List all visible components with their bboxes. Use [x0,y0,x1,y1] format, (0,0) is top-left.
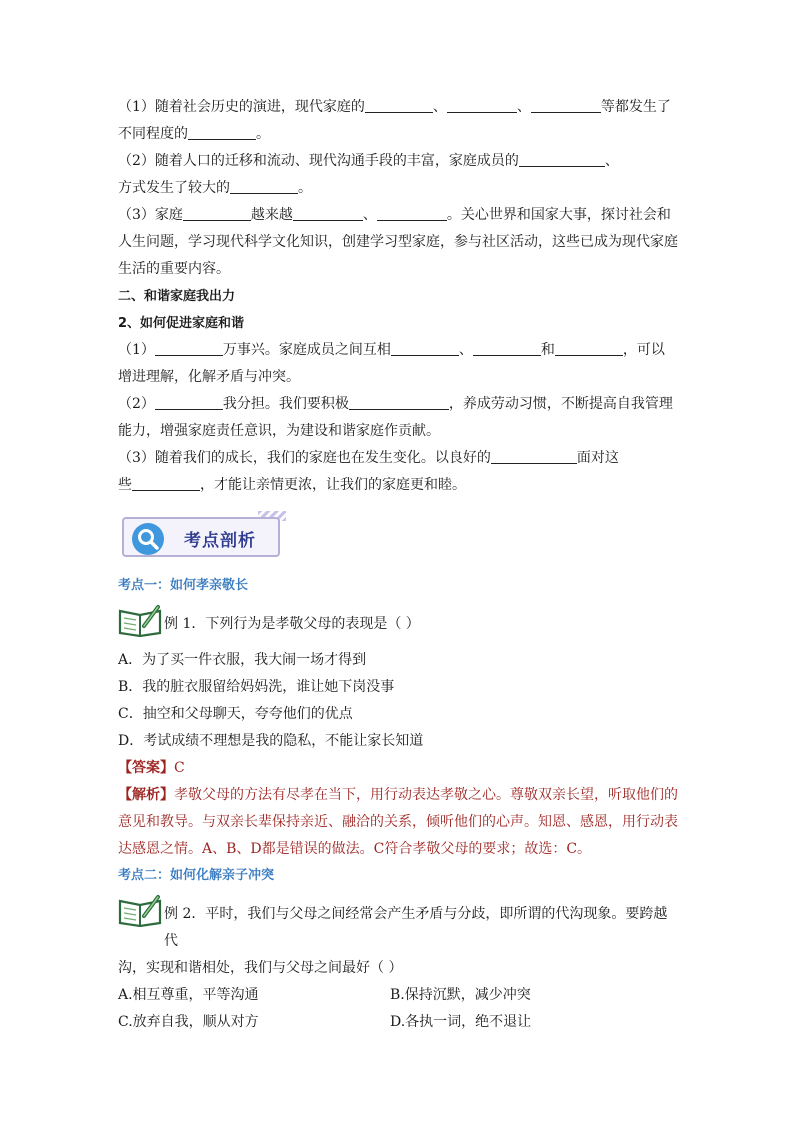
fill-blank[interactable] [531,97,601,113]
text: 能力，增强家庭责任意识，为建设和谐家庭作贡献。 [118,423,440,439]
fill-blank[interactable] [183,205,251,221]
text: 方式发生了较大的 [118,180,230,196]
section-heading: 二、和谐家庭我出力 [118,289,236,304]
analysis-line-3: 达感恩之情。A、B、D都是错误的做法。C符合孝敬父母的要求；故选：C。 [118,841,592,857]
example-2-question-line-2: 沟，实现和谐相处，我们与父母之间最好（ ） [118,960,403,976]
book-pencil-icon [118,891,162,927]
fill-blank[interactable] [155,394,223,410]
fill-blank[interactable] [377,205,447,221]
text: 、 [516,99,531,115]
paragraph-5-line-2 [118,418,678,445]
banner-box [122,517,280,557]
text: ，可以 [622,342,665,358]
answer-value: C [174,760,185,776]
analysis-line-1 [118,782,678,809]
fill-blank[interactable] [132,475,200,491]
text: 、 [604,153,619,169]
document-page [118,94,678,1036]
book-pencil-icon [118,601,162,637]
paragraph-6-line-1 [118,445,678,472]
fill-blank[interactable] [447,97,517,113]
text: 不同程度的 [118,126,188,142]
text: 。 [256,126,270,142]
text: 。关心世界和国家大事，探讨社会和 [446,207,671,223]
question-text: 例 1．下列行为是孝敬父母的表现是（ ） [164,616,420,632]
text: ，养成劳动习惯，不断提高自我管理 [448,396,673,412]
fill-blank[interactable] [349,394,449,410]
text: （2） [118,396,155,412]
text: 、 [432,99,447,115]
options-row-2 [118,1009,678,1036]
option-b: B．我的脏衣服留给妈妈洗，谁让她下岗没事 [118,679,395,695]
kaodian-1-heading: 考点一：如何孝亲敬长 [118,578,249,593]
fill-blank[interactable] [555,340,623,356]
paragraph-4-line-2 [118,364,678,391]
fill-blank[interactable] [188,124,256,140]
option-a: A.相互尊重，平等沟通 [118,987,259,1003]
option-c: C.放弃自我，顺从对方 [118,1014,259,1030]
answer-line [118,755,678,782]
paragraph-4-line-1 [118,337,678,364]
option-d: D．考试成绩不理想是我的隐私，不能让家长知道 [118,733,424,749]
search-icon [132,523,164,555]
analysis-label: 【解析】 [118,787,174,803]
fill-blank[interactable] [519,151,605,167]
text: （3）家庭 [118,207,183,223]
paragraph-5-line-1 [118,391,678,418]
text: （3）随着我们的成长，我们的家庭也在发生变化。以良好的 [118,450,491,466]
text: （1） [118,342,155,358]
text: 增进理解，化解矛盾与冲突。 [118,369,300,385]
search-icon-glyph [132,523,164,555]
text: 、 [362,207,377,223]
text: 生活的重要内容。 [118,261,230,277]
paragraph-1-line-2 [118,121,678,148]
paragraph-3-line-1 [118,202,678,229]
option-a: A．为了买一件衣服，我大闹一场才得到 [118,652,367,668]
fill-blank[interactable] [230,178,298,194]
example-1-question [118,611,678,638]
answer-label: 【答案】 [118,760,174,776]
example-2-question-line-1 [118,901,678,955]
fill-blank[interactable] [365,97,433,113]
fill-blank[interactable] [491,448,577,464]
paragraph-3-line-3 [118,256,678,283]
option-c: C．抽空和父母聊天，夸夸他们的优点 [118,706,353,722]
text: 、 [458,342,473,358]
text: 人生问题，学习现代科学文化知识，创建学习型家庭，参与社区活动，这些已成为现代家庭 [118,234,678,250]
text: （2）随着人口的迁移和流动、现代沟通手段的丰富，家庭成员的 [118,153,519,169]
question-text: 例 2．平时，我们与父母之间经常会产生矛盾与分歧，即所谓的代沟现象。要跨越代 [164,906,668,949]
banner-title: 考点剖析 [184,531,256,551]
text: （1）随着社会历史的演进，现代家庭的 [118,99,365,115]
analysis-line-2: 意见和教导。与双亲长辈保持亲近、融洽的关系，倾听他们的心声。知恩、感恩，用行动表 [118,814,678,830]
option-b: B.保持沉默，减少冲突 [390,987,531,1003]
paragraph-1-line-1 [118,94,678,121]
text: 和 [540,342,555,358]
paragraph-6-line-2 [118,472,678,499]
text: 。 [298,180,312,196]
text: 面对这 [576,450,619,466]
fill-blank[interactable] [155,340,223,356]
paragraph-3-line-2 [118,229,678,256]
text: 万事兴。家庭成员之间互相 [222,342,391,358]
fill-blank[interactable] [473,340,541,356]
options-row-1 [118,982,678,1009]
option-d: D.各执一词，绝不退让 [390,1014,532,1030]
kaodian-2-heading: 考点二：如何化解亲子冲突 [118,868,275,883]
text: ，才能让亲情更浓，让我们的家庭更和睦。 [200,477,466,493]
text: 越来越 [250,207,293,223]
text: 等都发生了 [600,99,671,115]
section-subheading: 2、如何促进家庭和谐 [118,316,245,331]
text: 我分担。我们要积极 [222,396,349,412]
analysis-text: 孝敬父母的方法有尽孝在当下，用行动表达孝敬之心。尊敬双亲长望，听取他们的 [174,787,678,803]
paragraph-2-line-2 [118,175,678,202]
text: 些 [118,477,132,493]
paragraph-2-line-1 [118,148,678,175]
fill-blank[interactable] [391,340,459,356]
section-banner [118,511,678,571]
fill-blank[interactable] [293,205,363,221]
